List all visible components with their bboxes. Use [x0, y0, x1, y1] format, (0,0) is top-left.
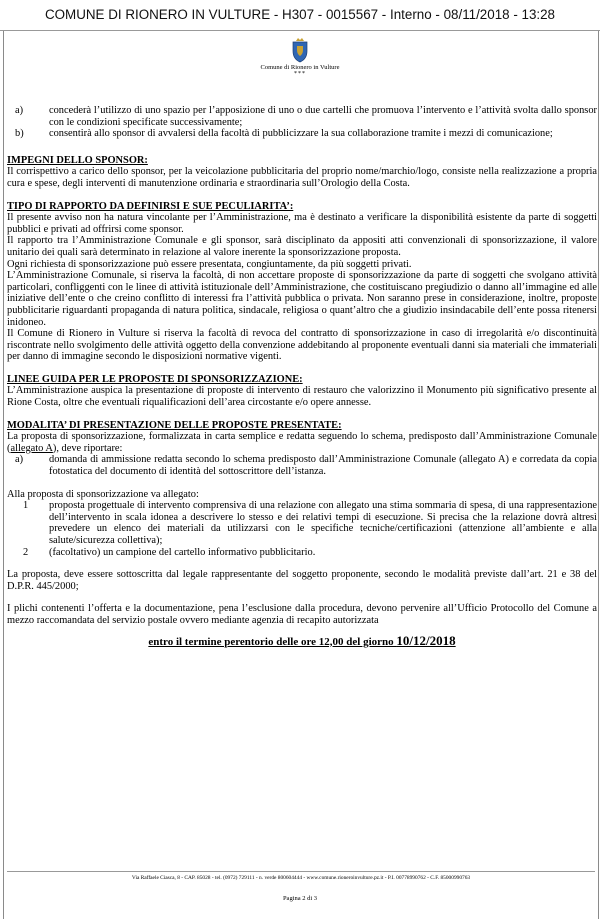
protocol-banner-text: COMUNE DI RIONERO IN VULTURE - H307 - 0015567 - Interno - 08/11/2018 - 13:28	[44, 7, 556, 22]
list-marker: a)	[15, 454, 24, 466]
list-item	[7, 105, 597, 128]
paragraph: Alla proposta di sponsorizzazione va allegato:	[7, 488, 199, 500]
list-marker: b)	[15, 128, 24, 140]
list-text: consentirà allo sponsor di avvalersi della facoltà di pubblicizzare la sua collaborazione tramite i mezzi di comunicazione;	[49, 128, 553, 140]
comune-name: Comune di Rionero in Vulture	[260, 64, 340, 71]
deadline-text: entro il termine perentorio delle ore 12,00 del giorno	[148, 635, 397, 648]
list-text: concederà l’utilizzo di uno spazio per l’apposizione di uno o due cartelli che promuova l’intervento e l’attività svolta dallo sponsor con le condizioni specificate successivamente;	[49, 105, 597, 128]
coat-of-arms-icon	[290, 37, 310, 63]
list-marker: 1	[23, 500, 29, 512]
paragraph: Il presente avviso non ha natura vincolante per l’Amministrazione, ma è destinato a verificare la disponibilità esistente da parte di soggetti pubblici e privati ad offrirsi come sponsor.	[7, 212, 597, 235]
paragraph: Il rapporto tra l’Amministrazione Comunale e gli sponsor, sarà disciplinato da appositi atti convenzionali di sponsorizzazione, il valore unitario dei quali sarà determinato in relazione al valore inerente la sponsorizzazione proposta.	[7, 235, 597, 258]
paragraph	[7, 431, 597, 454]
footer-address: Via Raffaele Ciasca, 8 - CAP. 85028 - tel. (0972) 729111 - n. verde 800604444 - www.comune.rioneroinvulture.pz.it - P.I. 00778990762 - C.F. 85000990763	[7, 871, 595, 881]
list-item	[7, 500, 597, 546]
list-marker: 2	[23, 546, 29, 558]
section-heading-tipo: TIPO DI RAPPORTO DA DEFINIRSI E SUE PECULIARITA’:	[7, 200, 294, 212]
protocol-banner	[0, 0, 600, 31]
allegato-a-reference: allegato A	[10, 442, 53, 454]
section-heading-linee: LINEE GUIDA PER LE PROPOSTE DI SPONSORIZZAZIONE:	[7, 373, 303, 385]
paragraph: I plichi contenenti l’offerta e la documentazione, pena l’esclusione dalla procedura, devono pervenire all’Ufficio Protocollo del Comune a mezzo raccomandata del servizio postale ovvero mediante agenzia di recapito autorizzata	[7, 603, 597, 626]
text-segment: La proposta di sponsorizzazione, formalizzata in carta semplice e redatta seguendo lo schema, predisposto dall’Amministrazione Comunale (	[7, 431, 597, 454]
list-item	[7, 128, 597, 140]
page-number: Pagina 2 di 3	[282, 895, 318, 902]
paragraph: Il Comune di Rionero in Vulture si riserva la facoltà di revoca del contratto di sponsorizzazione in caso di irregolarità e/o discontinuità riscontrate nello svolgimento delle attività oggetto della convenzione addebitando al proponente eventuali danni sia materiali che immateriali per danno di immagine secondo le disposizioni normative vigenti.	[7, 328, 597, 363]
paragraph: Il corrispettivo a carico dello sponsor, per la veicolazione pubblicitaria del proprio nome/marchio/logo, consiste nella realizzazione a propria cura e spese, degli interventi di manutenzione ordinaria e straordinaria sull’Orologio della Costa.	[7, 166, 597, 189]
list-text: (facoltativo) un campione del cartello informativo pubblicitario.	[49, 546, 316, 558]
paragraph: Ogni richiesta di sponsorizzazione può essere presentata, congiuntamente, da più soggetti privati.	[7, 258, 412, 270]
list-marker: a)	[15, 105, 24, 116]
paragraph: L’Amministrazione Comunale, si riserva la facoltà, di non accettare proposte di sponsorizzazione da parte di soggetti che svolgano attività particolari, confliggenti con le linee di attività istituzionale dell’Amministrazione, che costituiscano pregiudizio o danno all’immagine ed alle iniziative dell’ente o che creino conflitto di interessi fra l’attività pubblica o privata. Non saranno prese in considerazione, inoltre, proposte pubblicitarie riguardanti propaganda di natura politica, sindacale, religiosa o quant’altro che a giudizio insindacabile dell’ente possa ritenersi inidoneo.	[7, 270, 597, 328]
section-heading-modalita: MODALITA’ DI PRESENTAZIONE DELLE PROPOSTE PRESENTATE:	[7, 419, 342, 431]
paragraph: La proposta, deve essere sottoscritta dal legale rappresentante del soggetto proponente, secondo le modalità previste dall’art. 21 e 38 del D.P.R. 445/2000;	[7, 569, 597, 592]
document-body	[7, 105, 597, 648]
header-stars: ***	[294, 71, 306, 77]
list-text: domanda di ammissione redatta secondo lo schema predisposto dall’Amministrazione Comunale (allegato A) e corredata da copia fotostatica del documento di identità del sottoscrittore dell’istanza.	[49, 454, 597, 478]
list-text: proposta progettuale di intervento comprensiva di una relazione con allegato una stima sommaria di spesa, di una rappresentazione dell’intervento in scala idonea a descrivere lo stesso e dei relativi tempi di esecuzione. Si precisa che la relazione dovrà altresì prevedere un elenco dei materiali da utilizzarsi con le specifiche tecniche/certificazioni (attenzione all’ambiente e alla salute/sicurezza collettiva);	[49, 500, 597, 546]
deadline-date: 10/12/2018	[396, 632, 456, 648]
paragraph: L’Amministrazione auspica la presentazione di proposte di intervento di restauro che valorizzino il Monumento più significativo presente al Rione Costa, oltre che eventuali riqualificazioni dell’area circostante e/o opere annesse.	[7, 385, 597, 409]
list-item	[7, 547, 597, 559]
list-item	[7, 454, 597, 477]
text-segment: ), deve riportare:	[52, 442, 123, 454]
deadline-notice	[7, 632, 597, 649]
section-heading-impegni: IMPEGNI DELLO SPONSOR:	[7, 154, 148, 166]
